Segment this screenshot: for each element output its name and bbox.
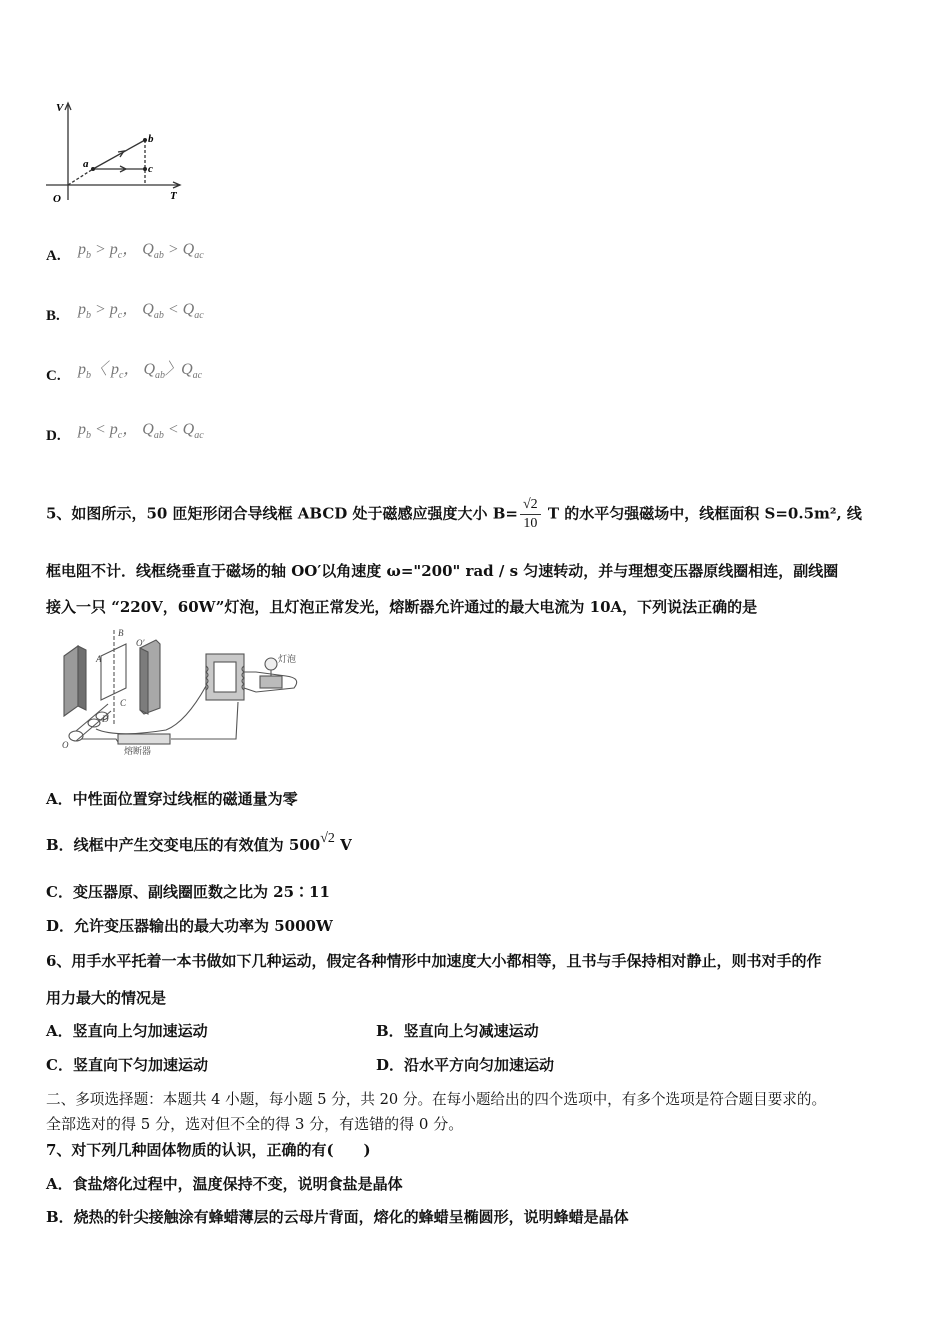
q5-option-d: D．允许变压器输出的最大功率为 5000W [46, 917, 333, 935]
option-formula [78, 236, 204, 261]
q5-fraction [520, 496, 541, 533]
q5-option-c: C．变压器原、副线圈匝数之比为 25∶11 [46, 883, 330, 901]
formula-part: p [78, 241, 86, 258]
origin-label: O [53, 193, 61, 205]
option-formula [78, 416, 204, 441]
formula-part: > [91, 301, 110, 318]
formula-subscript: ab [153, 250, 164, 261]
section2-instructions-line2: 全部选对的得 5 分，选对但不全的得 3 分，有选错的得 0 分。 [46, 1115, 464, 1133]
formula-part: 〉 [165, 361, 182, 378]
formula-part: Q [142, 421, 154, 438]
formula-subscript: ac [194, 250, 204, 261]
formula-subscript: ab [153, 430, 164, 441]
q5-option-b-unit: V [334, 836, 352, 854]
formula-subscript: b [86, 310, 91, 321]
label-a: A [96, 654, 102, 664]
q6-option-a: A．竖直向上匀加速运动 [46, 1022, 208, 1040]
formula-part: p [109, 421, 118, 438]
sqrt-two: √2 [320, 831, 335, 846]
section2-instructions-line1: 二、多项选择题：本题共 4 小题，每小题 5 分，共 20 分。在每小题给出的四个选项中，有多个选项是符合题目要求的。 [46, 1091, 827, 1108]
generator-figure [56, 626, 306, 756]
point-a-label: a [83, 158, 89, 170]
formula-part: ， [122, 241, 143, 258]
formula-part: ， [122, 421, 143, 438]
formula-part: 〈 [91, 361, 112, 378]
bulb-label: 灯泡 [278, 655, 297, 665]
formula-part: Q [182, 241, 195, 258]
formula-subscript: c [117, 250, 123, 261]
formula-part: > [163, 241, 183, 258]
formula-part: p [78, 361, 86, 378]
vt-graph [40, 95, 190, 213]
q6-option-b: B．竖直向上匀减速运动 [376, 1022, 539, 1040]
formula-part: Q [182, 421, 195, 438]
formula-part: Q [143, 361, 156, 378]
q6-stem-line1: 6、用手水平托着一本书做如下几种运动，假定各种情形中加速度大小都相等，且书与手保持相对静止，则书对手的作 [46, 952, 822, 970]
formula-part: p [109, 301, 118, 318]
option-letter: A. [46, 248, 61, 264]
formula-part: p [111, 361, 120, 378]
option-formula [78, 296, 204, 321]
formula-part: Q [142, 241, 154, 258]
option-letter: D. [46, 428, 61, 444]
q5-option-a: A．中性面位置穿过线框的磁通量为零 [46, 790, 298, 808]
q7-option-b: B．烧热的针尖接触涂有蜂蜡薄层的云母片背面，熔化的蜂蜡呈椭圆形，说明蜂蜡是晶体 [46, 1208, 629, 1226]
q7-option-a: A．食盐熔化过程中，温度保持不变，说明食盐是晶体 [46, 1175, 403, 1193]
option-letter: B. [46, 308, 60, 324]
axis-v-label: V [56, 102, 64, 114]
q6-stem-line2: 用力最大的情况是 [46, 989, 167, 1007]
q5-option-b-text: B．线框中产生交变电压的有效值为 500 [46, 836, 321, 854]
point-c-label: c [148, 163, 153, 175]
formula-part: p [78, 301, 86, 318]
fuse-label: 熔断器 [124, 747, 152, 756]
q5-stem-line2: 框电阻不计．线框绕垂直于磁场的轴 OO′以角速度 ω="200" rad / s 匀速转动，并与理想变压器原线圈相连，副线圈 [46, 562, 839, 580]
formula-subscript: ac [194, 310, 204, 321]
formula-subscript: c [117, 310, 123, 321]
formula-part: < [91, 421, 110, 438]
fraction-denominator: 10 [523, 516, 538, 531]
formula-part: ， [123, 361, 144, 378]
option-letter: C. [46, 368, 61, 384]
formula-part: < [163, 301, 183, 318]
label-c: C [120, 698, 127, 708]
formula-part: p [78, 421, 86, 438]
formula-part: Q [181, 361, 193, 378]
label-b: B [118, 628, 124, 638]
formula-part: Q [182, 301, 195, 318]
formula-part: Q [142, 301, 154, 318]
q7-stem: 7、对下列几种固体物质的认识，正确的有( ) [46, 1141, 371, 1159]
formula-subscript: c [119, 370, 124, 381]
formula-subscript: b [86, 430, 91, 441]
formula-subscript: ab [153, 310, 164, 321]
formula-part: ， [122, 301, 143, 318]
q5-line1-post: T 的水平匀强磁场中，线框面积 S=0.5m², 线 [542, 504, 862, 523]
label-o: O [62, 740, 69, 750]
fraction-numerator: √2 [520, 496, 541, 515]
formula-subscript: ac [194, 430, 204, 441]
label-d: D [102, 714, 109, 724]
q5-stem-line3: 接入一只 “220V，60W”灯泡，且灯泡正常发光，熔断器允许通过的最大电流为 10A，下列说法正确的是 [46, 598, 758, 616]
label-o-prime: O′ [136, 638, 145, 648]
q5-line1-pre: 5、如图所示，50 匝矩形闭合导线框 ABCD 处于磁感应强度大小 B= [46, 504, 518, 523]
q5-stem-line1 [46, 496, 862, 533]
formula-part: > [91, 241, 110, 258]
formula-subscript: b [86, 250, 91, 261]
option-formula [78, 356, 202, 381]
q6-option-d: D．沿水平方向匀加速运动 [376, 1056, 555, 1074]
formula-subscript: b [86, 370, 91, 381]
point-b-label: b [148, 133, 154, 145]
formula-subscript: ab [155, 370, 166, 381]
formula-part: p [109, 241, 118, 258]
formula-subscript: ac [192, 370, 203, 381]
formula-part: < [163, 421, 183, 438]
q5-option-b [46, 831, 352, 858]
q6-option-c: C．竖直向下匀加速运动 [46, 1056, 208, 1074]
formula-subscript: c [117, 430, 123, 441]
axis-t-label: T [170, 190, 177, 202]
